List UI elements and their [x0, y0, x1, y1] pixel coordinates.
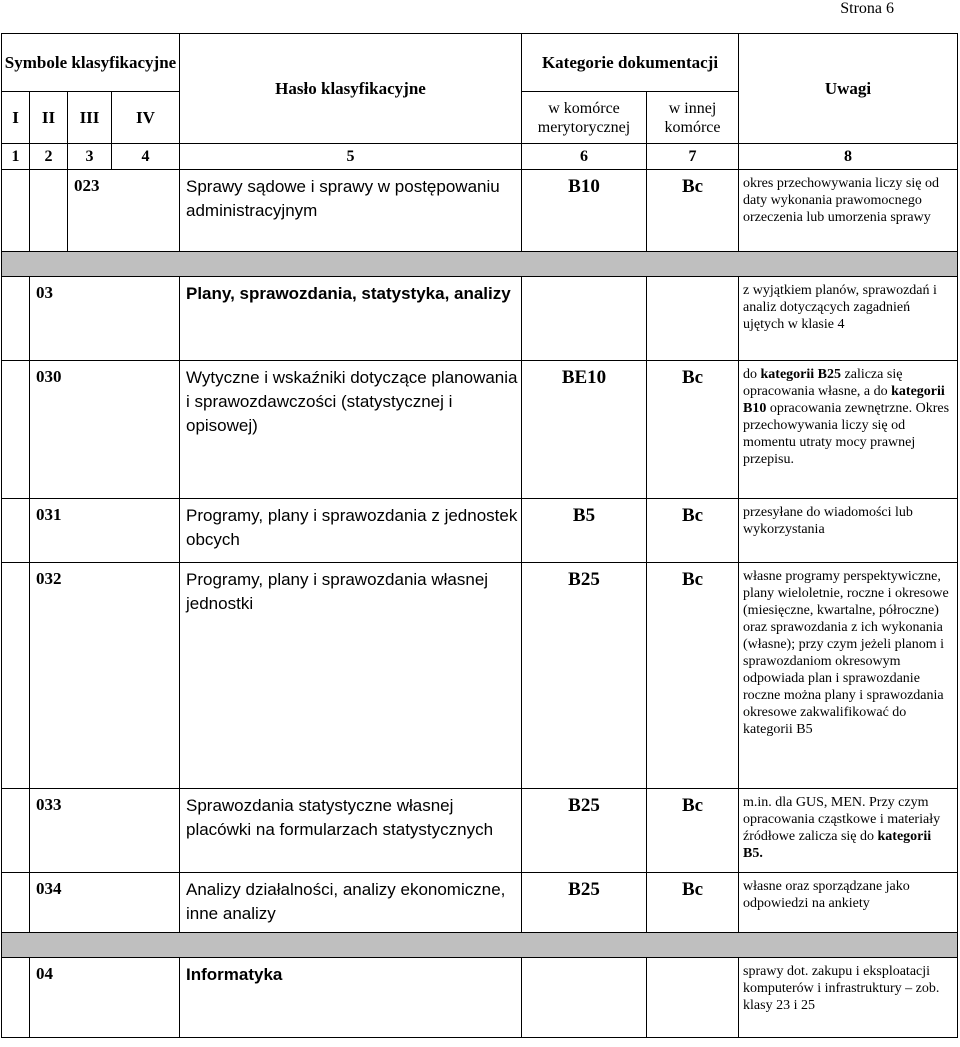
row-category-other: Bc — [647, 499, 739, 563]
row-category-other: Bc — [647, 789, 739, 873]
separator-row — [2, 933, 958, 958]
separator-row — [2, 252, 958, 277]
row-remarks: z wyjątkiem planów, sprawozdań i analiz dotyczących zagadnień ujętych w klasie 4 — [739, 277, 958, 361]
col-number: 4 — [112, 144, 180, 170]
col-number: 7 — [647, 144, 739, 170]
row-title: Sprawy sądowe i sprawy w postępowaniu administracyjnym — [180, 170, 522, 252]
header-kategorie: Kategorie dokumentacji — [522, 34, 739, 92]
row-category-main: B25 — [522, 563, 647, 789]
row-title: Analizy działalności, analizy ekonomiczne, inne analizy — [180, 873, 522, 933]
classification-table — [1, 33, 958, 1038]
row-title: Programy, plany i sprawozdania z jednostek obcych — [180, 499, 522, 563]
row-category-other — [647, 277, 739, 361]
row-code: 030 — [30, 361, 180, 499]
table-row — [2, 277, 958, 361]
row-title: Sprawozdania statystyczne własnej placówki na formularzach statystycznych — [180, 789, 522, 873]
row-remarks: własne oraz sporządzane jako odpowiedzi na ankiety — [739, 873, 958, 933]
row-remarks: m.in. dla GUS, MEN. Przy czym opracowania cząstkowe i materiały źródłowe zalicza się do kategorii B5. — [739, 789, 958, 873]
row-category-main — [522, 958, 647, 1038]
row-category-main: BE10 — [522, 361, 647, 499]
table-row — [2, 361, 958, 499]
table-row — [2, 170, 958, 252]
table-row — [2, 789, 958, 873]
row-category-main: B25 — [522, 789, 647, 873]
row-remarks: sprawy dot. zakupu i eksploatacji komputerów i infrastruktury – zob. klasy 23 i 25 — [739, 958, 958, 1038]
header-haslo: Hasło klasyfikacyjne — [180, 34, 522, 144]
row-category-other: Bc — [647, 170, 739, 252]
row-category-other: Bc — [647, 873, 739, 933]
row-code: 032 — [30, 563, 180, 789]
col-number: 5 — [180, 144, 522, 170]
col-number: 3 — [68, 144, 112, 170]
row-category-other — [647, 958, 739, 1038]
header-inna: w innej komórce — [647, 92, 739, 144]
col-number: 6 — [522, 144, 647, 170]
row-code: 033 — [30, 789, 180, 873]
header-uwagi: Uwagi — [739, 34, 958, 144]
table-row — [2, 873, 958, 933]
col-number: 2 — [30, 144, 68, 170]
row-remarks: przesyłane do wiadomości lub wykorzystania — [739, 499, 958, 563]
header-symbole: Symbole klasyfikacyjne — [2, 34, 180, 92]
col-number: 8 — [739, 144, 958, 170]
row-title: Plany, sprawozdania, statystyka, analizy — [180, 277, 522, 361]
header-level-4: IV — [112, 92, 180, 144]
header-merytoryczna: w komórce merytorycznej — [522, 92, 647, 144]
row-code: 031 — [30, 499, 180, 563]
row-code: 04 — [30, 958, 180, 1038]
row-remarks: do kategorii B25 zalicza się opracowania własne, a do kategorii B10 opracowania zewnętrzne. Okres przechowywania liczy się od momentu utraty mocy prawnej przepisu. — [739, 361, 958, 499]
header-level-2: II — [30, 92, 68, 144]
row-category-main: B25 — [522, 873, 647, 933]
row-category-main: B10 — [522, 170, 647, 252]
row-remarks: okres przechowywania liczy się od daty wykonania prawomocnego orzeczenia lub umorzenia sprawy — [739, 170, 958, 252]
row-title: Informatyka — [180, 958, 522, 1038]
row-title: Wytyczne i wskaźniki dotyczące planowania i sprawozdawczości (statystycznej i opisowej) — [180, 361, 522, 499]
row-category-main — [522, 277, 647, 361]
col-number: 1 — [2, 144, 30, 170]
row-category-other: Bc — [647, 361, 739, 499]
table-row — [2, 563, 958, 789]
header-level-1: I — [2, 92, 30, 144]
row-title: Programy, plany i sprawozdania własnej jednostki — [180, 563, 522, 789]
page-number: Strona 6 — [840, 0, 894, 17]
row-code: 03 — [30, 277, 180, 361]
row-code: 023 — [68, 170, 180, 252]
table-row — [2, 958, 958, 1038]
table-row — [2, 499, 958, 563]
row-remarks: własne programy perspektywiczne, plany wieloletnie, roczne i okresowe (miesięczne, kwartalne, półroczne) oraz sprawozdania z ich wykonania (własne); przy czym jeżeli planom i sprawozdaniom okresowym odpowiada plan i sprawozdanie roczne można plany i sprawozdania okresowe zakwalifikować do kategorii B5 — [739, 563, 958, 789]
header-level-3: III — [68, 92, 112, 144]
row-code: 034 — [30, 873, 180, 933]
row-category-main: B5 — [522, 499, 647, 563]
row-category-other: Bc — [647, 563, 739, 789]
